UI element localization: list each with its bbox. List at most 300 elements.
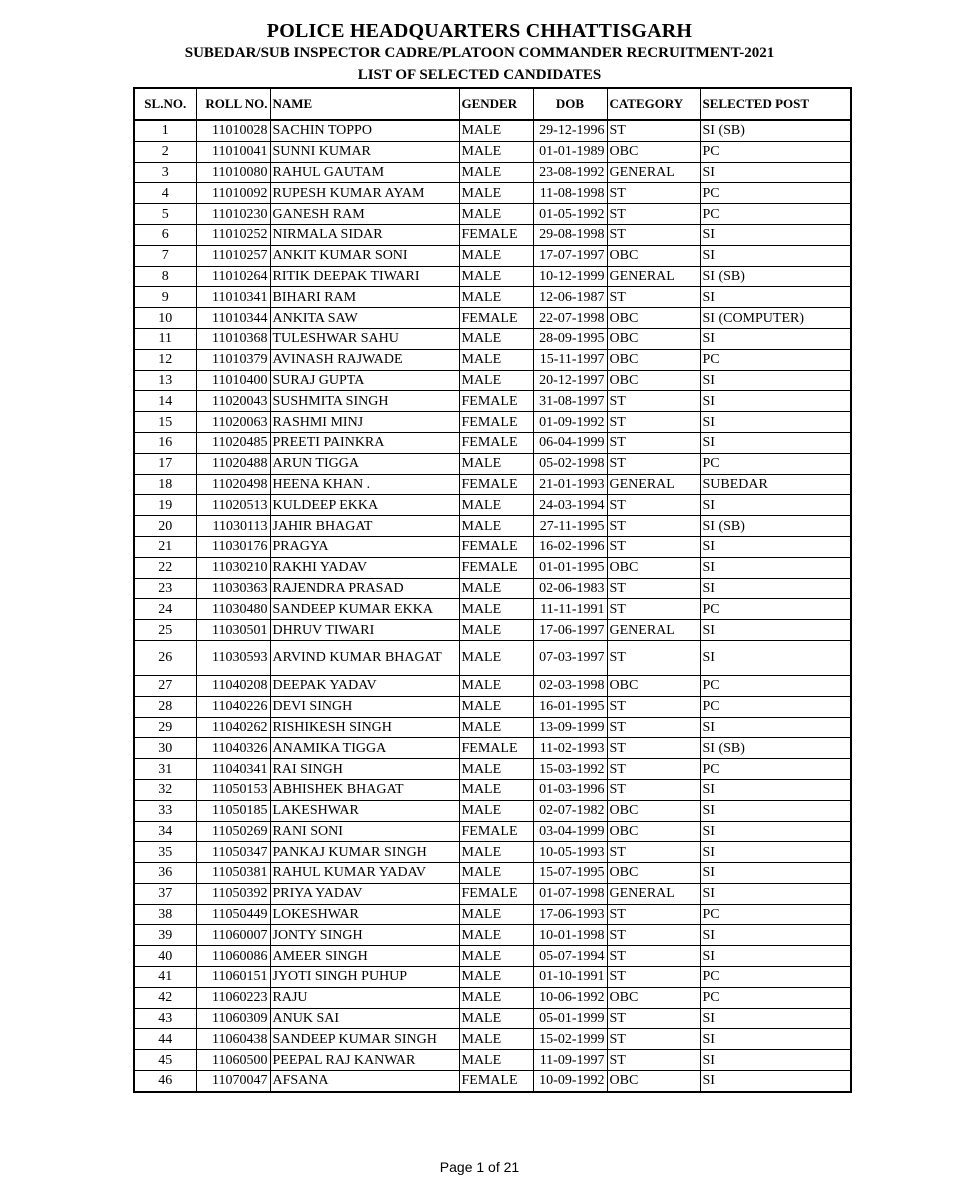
- table-row: [134, 308, 851, 329]
- cell-name: NIRMALA SIDAR: [270, 224, 459, 245]
- cell-dob: 05-02-1998: [533, 453, 607, 474]
- table-row: [134, 675, 851, 696]
- cell-category: ST: [607, 842, 700, 863]
- cell-sl-no: 20: [134, 516, 196, 537]
- cell-sl-no: 23: [134, 578, 196, 599]
- cell-gender: MALE: [459, 696, 533, 717]
- cell-category: OBC: [607, 557, 700, 578]
- cell-category: ST: [607, 925, 700, 946]
- cell-category: ST: [607, 183, 700, 204]
- cell-sl-no: 7: [134, 245, 196, 266]
- cell-category: OBC: [607, 308, 700, 329]
- cell-roll-no: 11020513: [196, 495, 270, 516]
- cell-roll-no: 11040208: [196, 675, 270, 696]
- cell-category: GENERAL: [607, 266, 700, 287]
- table-row: [134, 738, 851, 759]
- cell-dob: 01-09-1992: [533, 412, 607, 433]
- cell-category: GENERAL: [607, 620, 700, 641]
- cell-selected-post: SI (COMPUTER): [700, 308, 851, 329]
- cell-dob: 02-06-1983: [533, 578, 607, 599]
- cell-selected-post: PC: [700, 759, 851, 780]
- cell-sl-no: 8: [134, 266, 196, 287]
- table-row: [134, 1029, 851, 1050]
- cell-selected-post: SI: [700, 432, 851, 453]
- cell-category: OBC: [607, 800, 700, 821]
- cell-dob: 16-02-1996: [533, 536, 607, 557]
- cell-sl-no: 3: [134, 162, 196, 183]
- cell-roll-no: 11050153: [196, 779, 270, 800]
- cell-selected-post: PC: [700, 453, 851, 474]
- cell-roll-no: 11010344: [196, 308, 270, 329]
- cell-sl-no: 26: [134, 640, 196, 675]
- cell-gender: MALE: [459, 349, 533, 370]
- cell-sl-no: 22: [134, 557, 196, 578]
- cell-selected-post: PC: [700, 183, 851, 204]
- cell-name: SACHIN TOPPO: [270, 120, 459, 141]
- cell-selected-post: SI (SB): [700, 120, 851, 141]
- cell-dob: 29-12-1996: [533, 120, 607, 141]
- cell-roll-no: 11060086: [196, 946, 270, 967]
- cell-dob: 24-03-1994: [533, 495, 607, 516]
- cell-name: RAHUL GAUTAM: [270, 162, 459, 183]
- cell-dob: 28-09-1995: [533, 328, 607, 349]
- table-row: [134, 1071, 851, 1092]
- cell-dob: 15-02-1999: [533, 1029, 607, 1050]
- table-body: [134, 120, 851, 1092]
- table-row: [134, 987, 851, 1008]
- cell-gender: MALE: [459, 516, 533, 537]
- cell-roll-no: 11030593: [196, 640, 270, 675]
- cell-roll-no: 11050185: [196, 800, 270, 821]
- cell-gender: FEMALE: [459, 1071, 533, 1092]
- cell-dob: 13-09-1999: [533, 717, 607, 738]
- cell-name: PANKAJ KUMAR SINGH: [270, 842, 459, 863]
- cell-roll-no: 11010257: [196, 245, 270, 266]
- cell-gender: MALE: [459, 370, 533, 391]
- cell-gender: FEMALE: [459, 391, 533, 412]
- cell-category: OBC: [607, 863, 700, 884]
- cell-category: ST: [607, 516, 700, 537]
- page-number: Page 1 of 21: [439, 1159, 520, 1175]
- cell-dob: 23-08-1992: [533, 162, 607, 183]
- selected-candidates-table: [133, 87, 852, 1093]
- cell-gender: MALE: [459, 842, 533, 863]
- document-subtitle: SUBEDAR/SUB INSPECTOR CADRE/PLATOON COMMANDER RECRUITMENT-2021: [184, 45, 775, 61]
- cell-roll-no: 11010368: [196, 328, 270, 349]
- cell-roll-no: 11010080: [196, 162, 270, 183]
- cell-category: GENERAL: [607, 474, 700, 495]
- cell-name: SANDEEP KUMAR EKKA: [270, 599, 459, 620]
- cell-name: JYOTI SINGH PUHUP: [270, 967, 459, 988]
- table-row: [134, 578, 851, 599]
- cell-dob: 01-01-1995: [533, 557, 607, 578]
- cell-sl-no: 45: [134, 1050, 196, 1071]
- cell-selected-post: SI: [700, 391, 851, 412]
- table-row: [134, 1008, 851, 1029]
- cell-gender: MALE: [459, 495, 533, 516]
- cell-roll-no: 11010341: [196, 287, 270, 308]
- cell-name: PRIYA YADAV: [270, 883, 459, 904]
- cell-dob: 17-06-1993: [533, 904, 607, 925]
- cell-category: OBC: [607, 675, 700, 696]
- cell-dob: 10-01-1998: [533, 925, 607, 946]
- cell-name: RAJU: [270, 987, 459, 1008]
- cell-dob: 10-05-1993: [533, 842, 607, 863]
- cell-category: ST: [607, 967, 700, 988]
- cell-gender: FEMALE: [459, 557, 533, 578]
- table-row: [134, 516, 851, 537]
- cell-gender: MALE: [459, 120, 533, 141]
- cell-roll-no: 11050347: [196, 842, 270, 863]
- cell-category: OBC: [607, 987, 700, 1008]
- cell-roll-no: 11020043: [196, 391, 270, 412]
- table-row: [134, 474, 851, 495]
- cell-sl-no: 16: [134, 432, 196, 453]
- cell-sl-no: 27: [134, 675, 196, 696]
- cell-category: ST: [607, 578, 700, 599]
- cell-gender: MALE: [459, 141, 533, 162]
- cell-selected-post: SI (SB): [700, 738, 851, 759]
- cell-dob: 15-07-1995: [533, 863, 607, 884]
- cell-selected-post: SI: [700, 224, 851, 245]
- cell-roll-no: 11020485: [196, 432, 270, 453]
- cell-gender: MALE: [459, 1050, 533, 1071]
- cell-selected-post: PC: [700, 675, 851, 696]
- cell-dob: 20-12-1997: [533, 370, 607, 391]
- cell-category: ST: [607, 453, 700, 474]
- table-row: [134, 967, 851, 988]
- cell-gender: MALE: [459, 1029, 533, 1050]
- cell-category: GENERAL: [607, 883, 700, 904]
- cell-gender: MALE: [459, 620, 533, 641]
- cell-selected-post: SI: [700, 1071, 851, 1092]
- cell-sl-no: 30: [134, 738, 196, 759]
- cell-selected-post: PC: [700, 599, 851, 620]
- cell-category: ST: [607, 904, 700, 925]
- cell-category: ST: [607, 640, 700, 675]
- cell-selected-post: SI: [700, 946, 851, 967]
- cell-gender: FEMALE: [459, 536, 533, 557]
- list-title: LIST OF SELECTED CANDIDATES: [357, 67, 602, 83]
- cell-category: OBC: [607, 328, 700, 349]
- cell-dob: 10-06-1992: [533, 987, 607, 1008]
- cell-roll-no: 11030363: [196, 578, 270, 599]
- cell-category: ST: [607, 391, 700, 412]
- cell-dob: 11-08-1998: [533, 183, 607, 204]
- cell-selected-post: SI: [700, 495, 851, 516]
- cell-dob: 17-07-1997: [533, 245, 607, 266]
- cell-roll-no: 11040262: [196, 717, 270, 738]
- cell-sl-no: 15: [134, 412, 196, 433]
- cell-dob: 05-01-1999: [533, 1008, 607, 1029]
- cell-name: PREETI PAINKRA: [270, 432, 459, 453]
- table-row: [134, 759, 851, 780]
- cell-selected-post: SI: [700, 557, 851, 578]
- table-row: [134, 863, 851, 884]
- cell-gender: FEMALE: [459, 821, 533, 842]
- table-row: [134, 328, 851, 349]
- cell-roll-no: 11060007: [196, 925, 270, 946]
- table-row: [134, 204, 851, 225]
- cell-gender: MALE: [459, 717, 533, 738]
- cell-selected-post: SI: [700, 1008, 851, 1029]
- cell-roll-no: 11060309: [196, 1008, 270, 1029]
- cell-gender: MALE: [459, 946, 533, 967]
- table-row: [134, 224, 851, 245]
- cell-selected-post: SI: [700, 1029, 851, 1050]
- cell-dob: 10-12-1999: [533, 266, 607, 287]
- column-header-dob: DOB: [533, 88, 607, 120]
- table-row: [134, 432, 851, 453]
- cell-category: ST: [607, 120, 700, 141]
- cell-selected-post: PC: [700, 204, 851, 225]
- cell-selected-post: SI (SB): [700, 266, 851, 287]
- cell-gender: MALE: [459, 287, 533, 308]
- cell-name: AMEER SINGH: [270, 946, 459, 967]
- cell-name: RAI SINGH: [270, 759, 459, 780]
- table-row: [134, 779, 851, 800]
- cell-sl-no: 1: [134, 120, 196, 141]
- cell-gender: MALE: [459, 863, 533, 884]
- cell-dob: 17-06-1997: [533, 620, 607, 641]
- cell-name: PEEPAL RAJ KANWAR: [270, 1050, 459, 1071]
- cell-name: LAKESHWAR: [270, 800, 459, 821]
- cell-sl-no: 9: [134, 287, 196, 308]
- cell-category: ST: [607, 759, 700, 780]
- cell-roll-no: 11010041: [196, 141, 270, 162]
- cell-selected-post: SI: [700, 370, 851, 391]
- cell-dob: 15-03-1992: [533, 759, 607, 780]
- cell-roll-no: 11070047: [196, 1071, 270, 1092]
- cell-roll-no: 11040326: [196, 738, 270, 759]
- table-row: [134, 370, 851, 391]
- cell-dob: 21-01-1993: [533, 474, 607, 495]
- cell-sl-no: 6: [134, 224, 196, 245]
- cell-dob: 10-09-1992: [533, 1071, 607, 1092]
- table-row: [134, 904, 851, 925]
- cell-roll-no: 11010379: [196, 349, 270, 370]
- table-row: [134, 946, 851, 967]
- cell-roll-no: 11040341: [196, 759, 270, 780]
- cell-sl-no: 46: [134, 1071, 196, 1092]
- cell-gender: FEMALE: [459, 224, 533, 245]
- cell-gender: MALE: [459, 1008, 533, 1029]
- cell-gender: MALE: [459, 759, 533, 780]
- cell-name: SUNNI KUMAR: [270, 141, 459, 162]
- cell-roll-no: 11020498: [196, 474, 270, 495]
- cell-category: ST: [607, 599, 700, 620]
- cell-name: RAJENDRA PRASAD: [270, 578, 459, 599]
- cell-category: ST: [607, 495, 700, 516]
- cell-gender: MALE: [459, 453, 533, 474]
- cell-roll-no: 11060500: [196, 1050, 270, 1071]
- cell-roll-no: 11030480: [196, 599, 270, 620]
- cell-sl-no: 25: [134, 620, 196, 641]
- cell-gender: FEMALE: [459, 412, 533, 433]
- cell-selected-post: SI: [700, 287, 851, 308]
- cell-dob: 31-08-1997: [533, 391, 607, 412]
- cell-sl-no: 36: [134, 863, 196, 884]
- cell-sl-no: 18: [134, 474, 196, 495]
- cell-gender: MALE: [459, 904, 533, 925]
- cell-name: ANKIT KUMAR SONI: [270, 245, 459, 266]
- cell-selected-post: PC: [700, 967, 851, 988]
- cell-dob: 01-10-1991: [533, 967, 607, 988]
- cell-sl-no: 44: [134, 1029, 196, 1050]
- cell-name: KULDEEP EKKA: [270, 495, 459, 516]
- cell-gender: MALE: [459, 800, 533, 821]
- cell-category: ST: [607, 536, 700, 557]
- cell-selected-post: SI: [700, 821, 851, 842]
- table-row: [134, 349, 851, 370]
- table-row: [134, 821, 851, 842]
- cell-selected-post: PC: [700, 904, 851, 925]
- table-row: [134, 620, 851, 641]
- cell-sl-no: 35: [134, 842, 196, 863]
- cell-gender: MALE: [459, 599, 533, 620]
- cell-name: RUPESH KUMAR AYAM: [270, 183, 459, 204]
- table-row: [134, 1050, 851, 1071]
- cell-gender: MALE: [459, 578, 533, 599]
- cell-gender: FEMALE: [459, 738, 533, 759]
- cell-category: OBC: [607, 370, 700, 391]
- table-row: [134, 800, 851, 821]
- cell-roll-no: 11020063: [196, 412, 270, 433]
- cell-name: GANESH RAM: [270, 204, 459, 225]
- cell-selected-post: SI: [700, 162, 851, 183]
- cell-dob: 01-05-1992: [533, 204, 607, 225]
- cell-dob: 29-08-1998: [533, 224, 607, 245]
- cell-dob: 16-01-1995: [533, 696, 607, 717]
- cell-selected-post: SI: [700, 863, 851, 884]
- cell-gender: MALE: [459, 245, 533, 266]
- cell-sl-no: 17: [134, 453, 196, 474]
- table-row: [134, 391, 851, 412]
- cell-name: ARVIND KUMAR BHAGAT: [270, 640, 459, 675]
- cell-gender: MALE: [459, 967, 533, 988]
- table-row: [134, 120, 851, 141]
- cell-selected-post: SI: [700, 717, 851, 738]
- cell-name: RANI SONI: [270, 821, 459, 842]
- cell-selected-post: PC: [700, 987, 851, 1008]
- cell-category: ST: [607, 1008, 700, 1029]
- cell-name: AFSANA: [270, 1071, 459, 1092]
- cell-sl-no: 21: [134, 536, 196, 557]
- cell-selected-post: SI: [700, 883, 851, 904]
- cell-sl-no: 42: [134, 987, 196, 1008]
- column-header-name: NAME: [270, 88, 459, 120]
- cell-name: RAKHI YADAV: [270, 557, 459, 578]
- cell-roll-no: 11060223: [196, 987, 270, 1008]
- cell-gender: FEMALE: [459, 308, 533, 329]
- cell-category: GENERAL: [607, 162, 700, 183]
- cell-sl-no: 40: [134, 946, 196, 967]
- cell-dob: 07-03-1997: [533, 640, 607, 675]
- table-header-row: [134, 88, 851, 120]
- cell-sl-no: 32: [134, 779, 196, 800]
- column-header-roll-no: ROLL NO.: [196, 88, 270, 120]
- cell-gender: MALE: [459, 162, 533, 183]
- cell-name: RISHIKESH SINGH: [270, 717, 459, 738]
- cell-gender: MALE: [459, 987, 533, 1008]
- cell-sl-no: 10: [134, 308, 196, 329]
- cell-roll-no: 11030210: [196, 557, 270, 578]
- cell-name: DEVI SINGH: [270, 696, 459, 717]
- table-row: [134, 141, 851, 162]
- cell-selected-post: SI: [700, 620, 851, 641]
- cell-name: TULESHWAR SAHU: [270, 328, 459, 349]
- cell-category: ST: [607, 432, 700, 453]
- cell-category: ST: [607, 224, 700, 245]
- cell-name: RAHUL KUMAR YADAV: [270, 863, 459, 884]
- cell-roll-no: 11050269: [196, 821, 270, 842]
- cell-roll-no: 11010028: [196, 120, 270, 141]
- cell-category: ST: [607, 717, 700, 738]
- cell-dob: 01-03-1996: [533, 779, 607, 800]
- table-row: [134, 495, 851, 516]
- cell-dob: 11-09-1997: [533, 1050, 607, 1071]
- cell-selected-post: SUBEDAR: [700, 474, 851, 495]
- cell-dob: 11-11-1991: [533, 599, 607, 620]
- table-row: [134, 245, 851, 266]
- cell-name: LOKESHWAR: [270, 904, 459, 925]
- cell-dob: 03-04-1999: [533, 821, 607, 842]
- cell-gender: MALE: [459, 183, 533, 204]
- cell-name: ARUN TIGGA: [270, 453, 459, 474]
- cell-selected-post: SI: [700, 925, 851, 946]
- column-header-sl-no: SL.NO.: [134, 88, 196, 120]
- cell-gender: MALE: [459, 925, 533, 946]
- cell-roll-no: 11030501: [196, 620, 270, 641]
- cell-selected-post: SI: [700, 328, 851, 349]
- column-header-selected-post: SELECTED POST: [700, 88, 851, 120]
- table-row: [134, 842, 851, 863]
- cell-category: ST: [607, 1029, 700, 1050]
- table-row: [134, 696, 851, 717]
- cell-roll-no: 11030176: [196, 536, 270, 557]
- cell-sl-no: 19: [134, 495, 196, 516]
- cell-name: RASHMI MINJ: [270, 412, 459, 433]
- cell-roll-no: 11010400: [196, 370, 270, 391]
- cell-roll-no: 11020488: [196, 453, 270, 474]
- cell-name: DEEPAK YADAV: [270, 675, 459, 696]
- cell-sl-no: 39: [134, 925, 196, 946]
- cell-gender: MALE: [459, 328, 533, 349]
- cell-category: OBC: [607, 245, 700, 266]
- cell-name: BIHARI RAM: [270, 287, 459, 308]
- cell-name: SANDEEP KUMAR SINGH: [270, 1029, 459, 1050]
- cell-category: OBC: [607, 1071, 700, 1092]
- cell-category: ST: [607, 696, 700, 717]
- cell-category: OBC: [607, 821, 700, 842]
- cell-category: ST: [607, 287, 700, 308]
- column-header-gender: GENDER: [459, 88, 533, 120]
- cell-name: ANUK SAI: [270, 1008, 459, 1029]
- table-row: [134, 266, 851, 287]
- cell-gender: MALE: [459, 266, 533, 287]
- table-row: [134, 599, 851, 620]
- cell-dob: 22-07-1998: [533, 308, 607, 329]
- document-title: POLICE HEADQUARTERS CHHATTISGARH: [266, 20, 693, 42]
- cell-sl-no: 43: [134, 1008, 196, 1029]
- table-row: [134, 557, 851, 578]
- cell-roll-no: 11050381: [196, 863, 270, 884]
- cell-name: PRAGYA: [270, 536, 459, 557]
- cell-dob: 12-06-1987: [533, 287, 607, 308]
- cell-dob: 01-07-1998: [533, 883, 607, 904]
- cell-category: ST: [607, 204, 700, 225]
- cell-selected-post: SI (SB): [700, 516, 851, 537]
